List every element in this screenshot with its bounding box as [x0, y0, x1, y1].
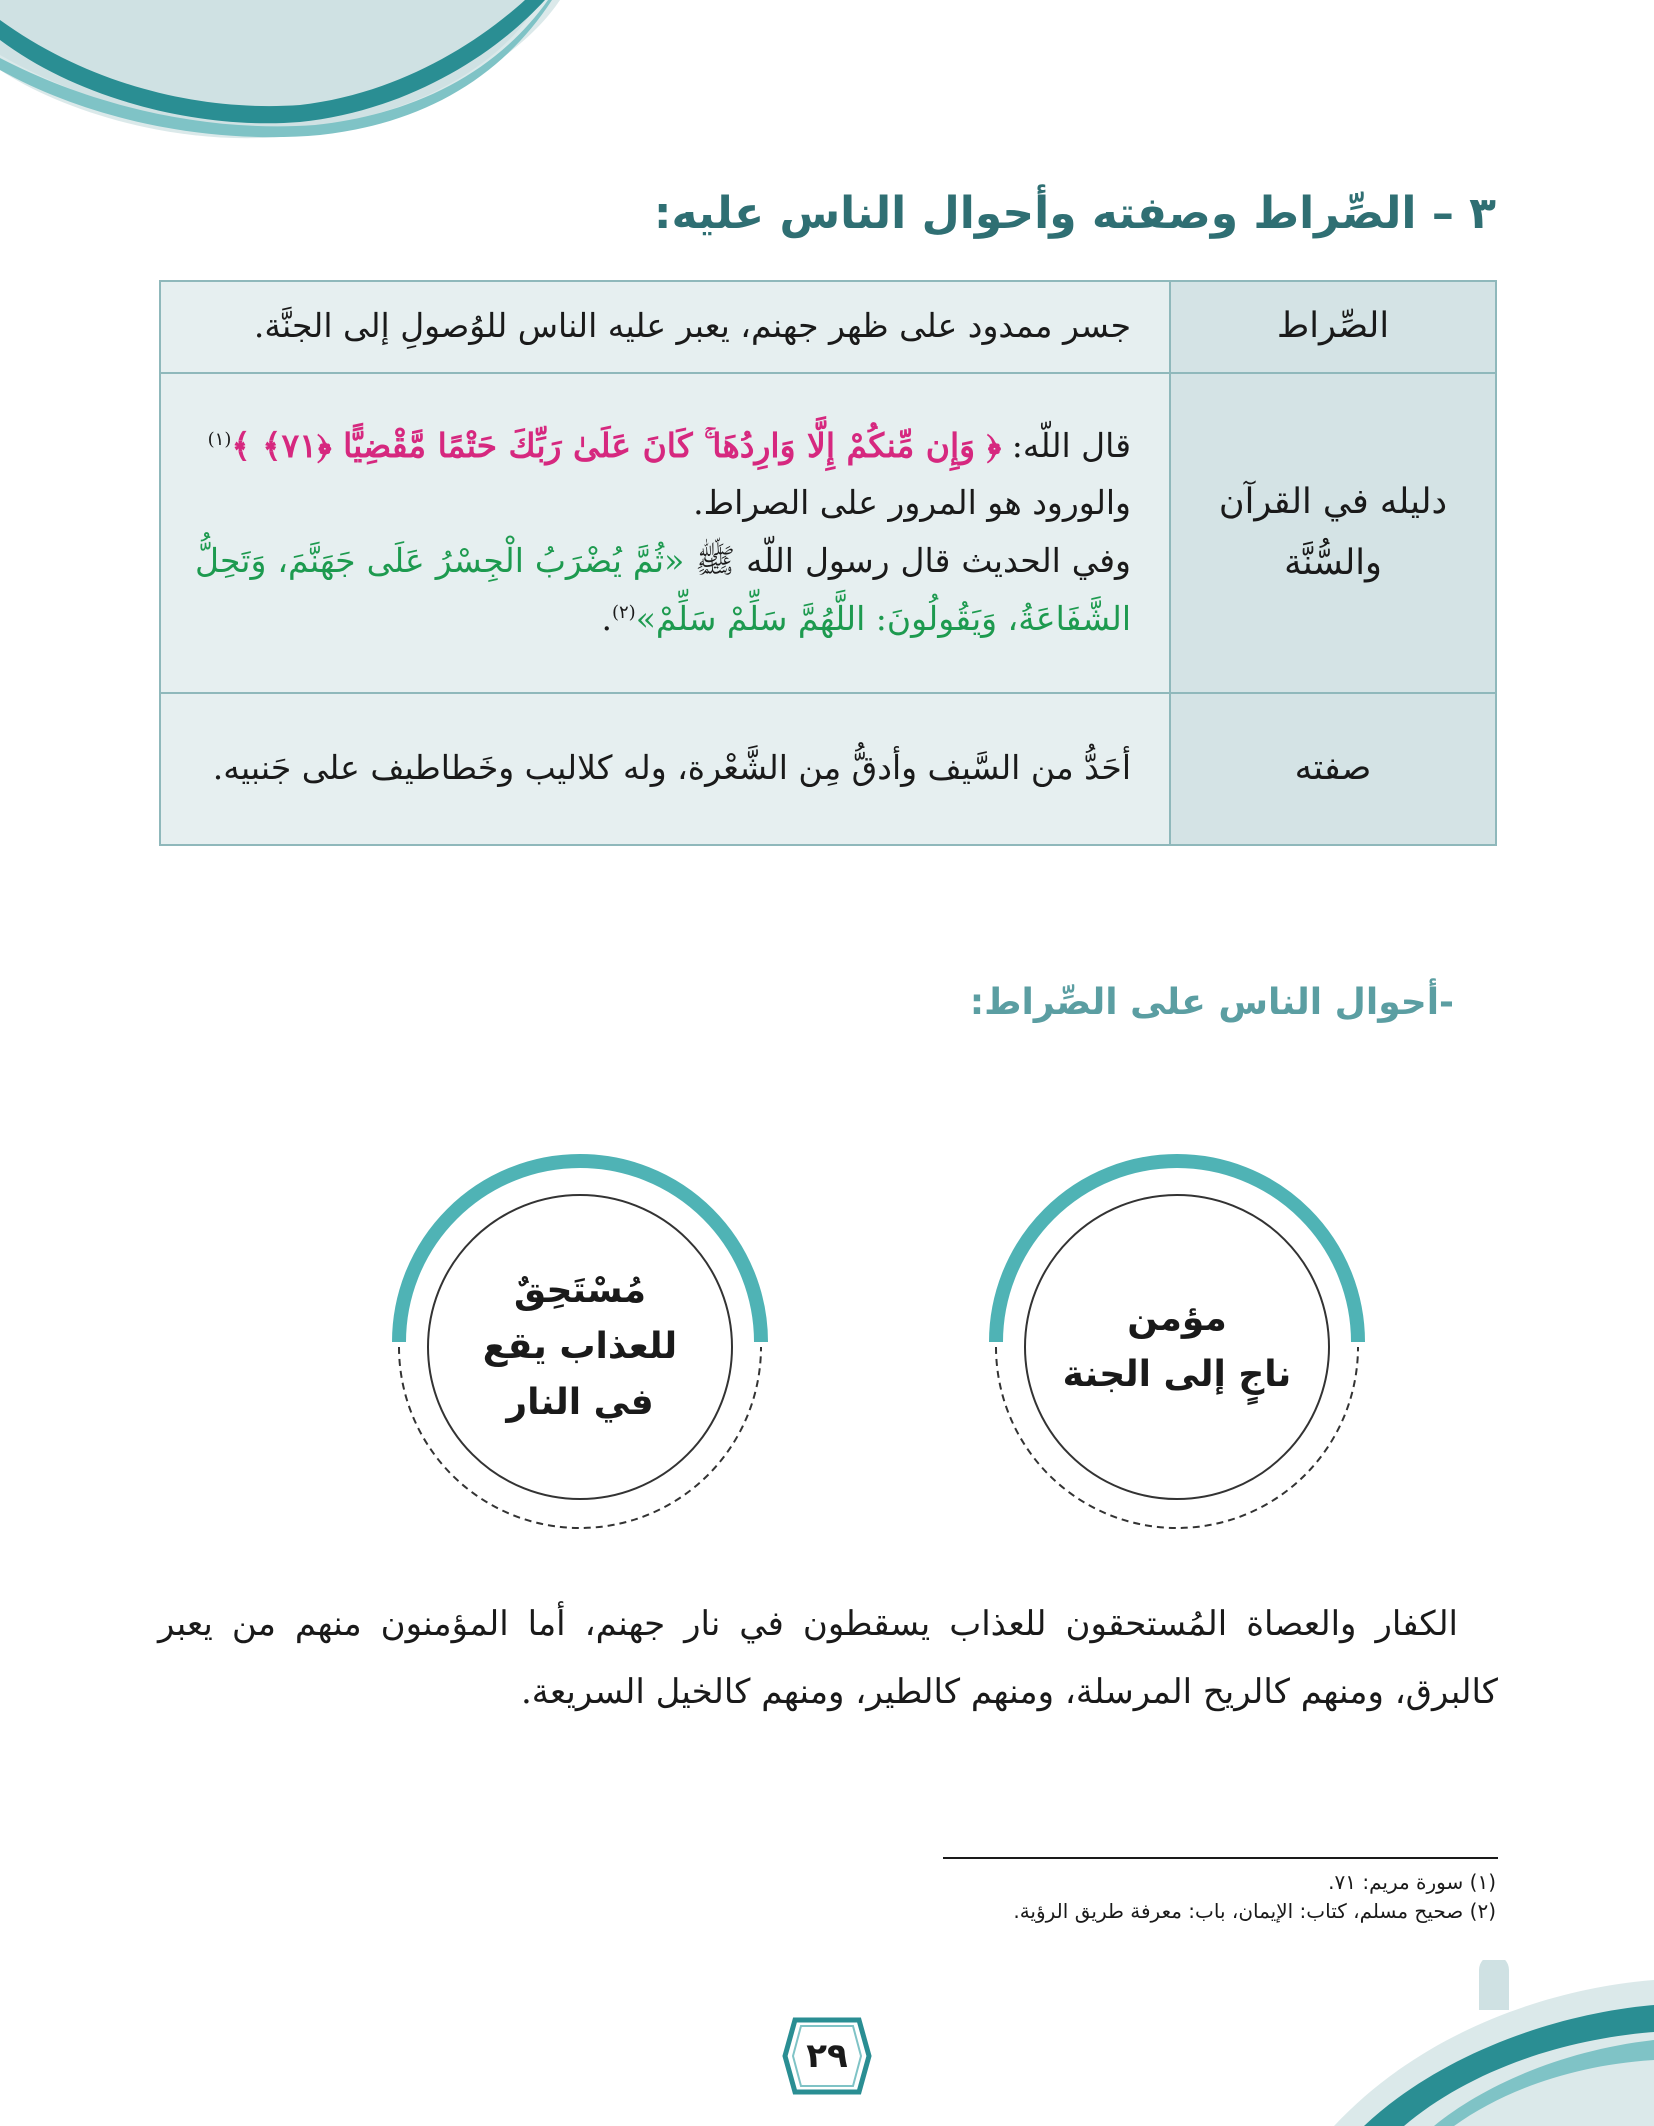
section-number: ٣ – — [1431, 188, 1496, 239]
hadith-intro: وفي الحديث قال رسول اللّه ﷺ — [695, 541, 1131, 580]
subsection-title: -أحوال الناس على الصِّراط: — [969, 982, 1454, 1023]
footnote-ref-2: (٢) — [611, 601, 636, 623]
row-content-description: أحَدُّ من السَّيف وأدقُّ مِن الشَّعْرة، وله كلاليب وخَطاطيف على جَنبيه. — [160, 693, 1170, 845]
table-row — [160, 281, 1496, 373]
punished-line-3: في النار — [506, 1381, 654, 1423]
table-row — [160, 693, 1496, 845]
top-left-decoration — [0, 0, 560, 160]
quran-verse: ﴿ وَإِن مِّنكُمْ إِلَّا وَارِدُهَا ۚ كَانَ عَلَىٰ رَبِّكَ حَتْمًا مَّقْضِيًّا ﴿٧١﴾ ﴾ — [231, 425, 1002, 465]
believer-line-2: ناجٍ إلى الجنة — [1062, 1354, 1292, 1395]
body-paragraph: الكفار والعصاة المُستحقون للعذاب يسقطون في نار جهنم، أما المؤمنون منهم من يعبر كالبرق، ومنهم كالريح المرسلة، ومنهم كالطير، ومنهم كالخيل السريعة. — [158, 1604, 1498, 1712]
footnote-divider — [943, 1857, 1498, 1859]
row-label-description: صفته — [1170, 693, 1496, 845]
hadith-text: «ثُمَّ يُضْرَبُ الْجِسْرُ عَلَى جَهَنَّمَ، وَتَحِلُّ الشَّفَاعَةُ، وَيَقُولُونَ: اللَّهُمَّ سَلِّمْ سَلِّمْ» — [195, 541, 1131, 638]
hadith-end-period: . — [601, 598, 612, 638]
sirat-info-table — [159, 280, 1497, 846]
page-number: ٢٩ — [806, 2036, 848, 2076]
row-label-evidence: دليله في القرآن والسُّنَّة — [1170, 373, 1496, 693]
bottom-right-decoration — [1214, 1960, 1654, 2126]
row-label-sirat: الصِّراط — [1170, 281, 1496, 373]
table-row — [160, 373, 1496, 693]
wurud-text: والورود هو المرور على الصراط. — [693, 483, 1131, 523]
quran-intro: قال اللّه: — [1011, 425, 1131, 465]
punished-circle — [385, 1152, 775, 1542]
punished-line-2: للعذاب يقع — [482, 1326, 678, 1368]
footnotes — [796, 1868, 1496, 1926]
page-number-badge — [781, 2014, 873, 2098]
section-title — [654, 188, 1496, 239]
section-title-text: الصِّراط وصفته وأحوال الناس عليه: — [653, 188, 1417, 239]
believer-line-1: مؤمن — [1127, 1298, 1227, 1340]
believer-circle — [982, 1152, 1372, 1542]
row-content-evidence — [160, 373, 1170, 693]
footnote-2: (٢) صحيح مسلم، كتاب: الإيمان، باب: معرفة طريق الرؤية. — [1013, 1899, 1496, 1923]
punished-line-1: مُسْتَحِقٌ — [514, 1270, 647, 1312]
footnote-1: (١) سورة مريم: ٧١. — [1328, 1870, 1496, 1894]
footnote-ref-1: (١) — [207, 428, 232, 450]
row-content-sirat: جسر ممدود على ظهر جهنم، يعبر عليه الناس للوُصولِ إلى الجنَّة. — [160, 281, 1170, 373]
